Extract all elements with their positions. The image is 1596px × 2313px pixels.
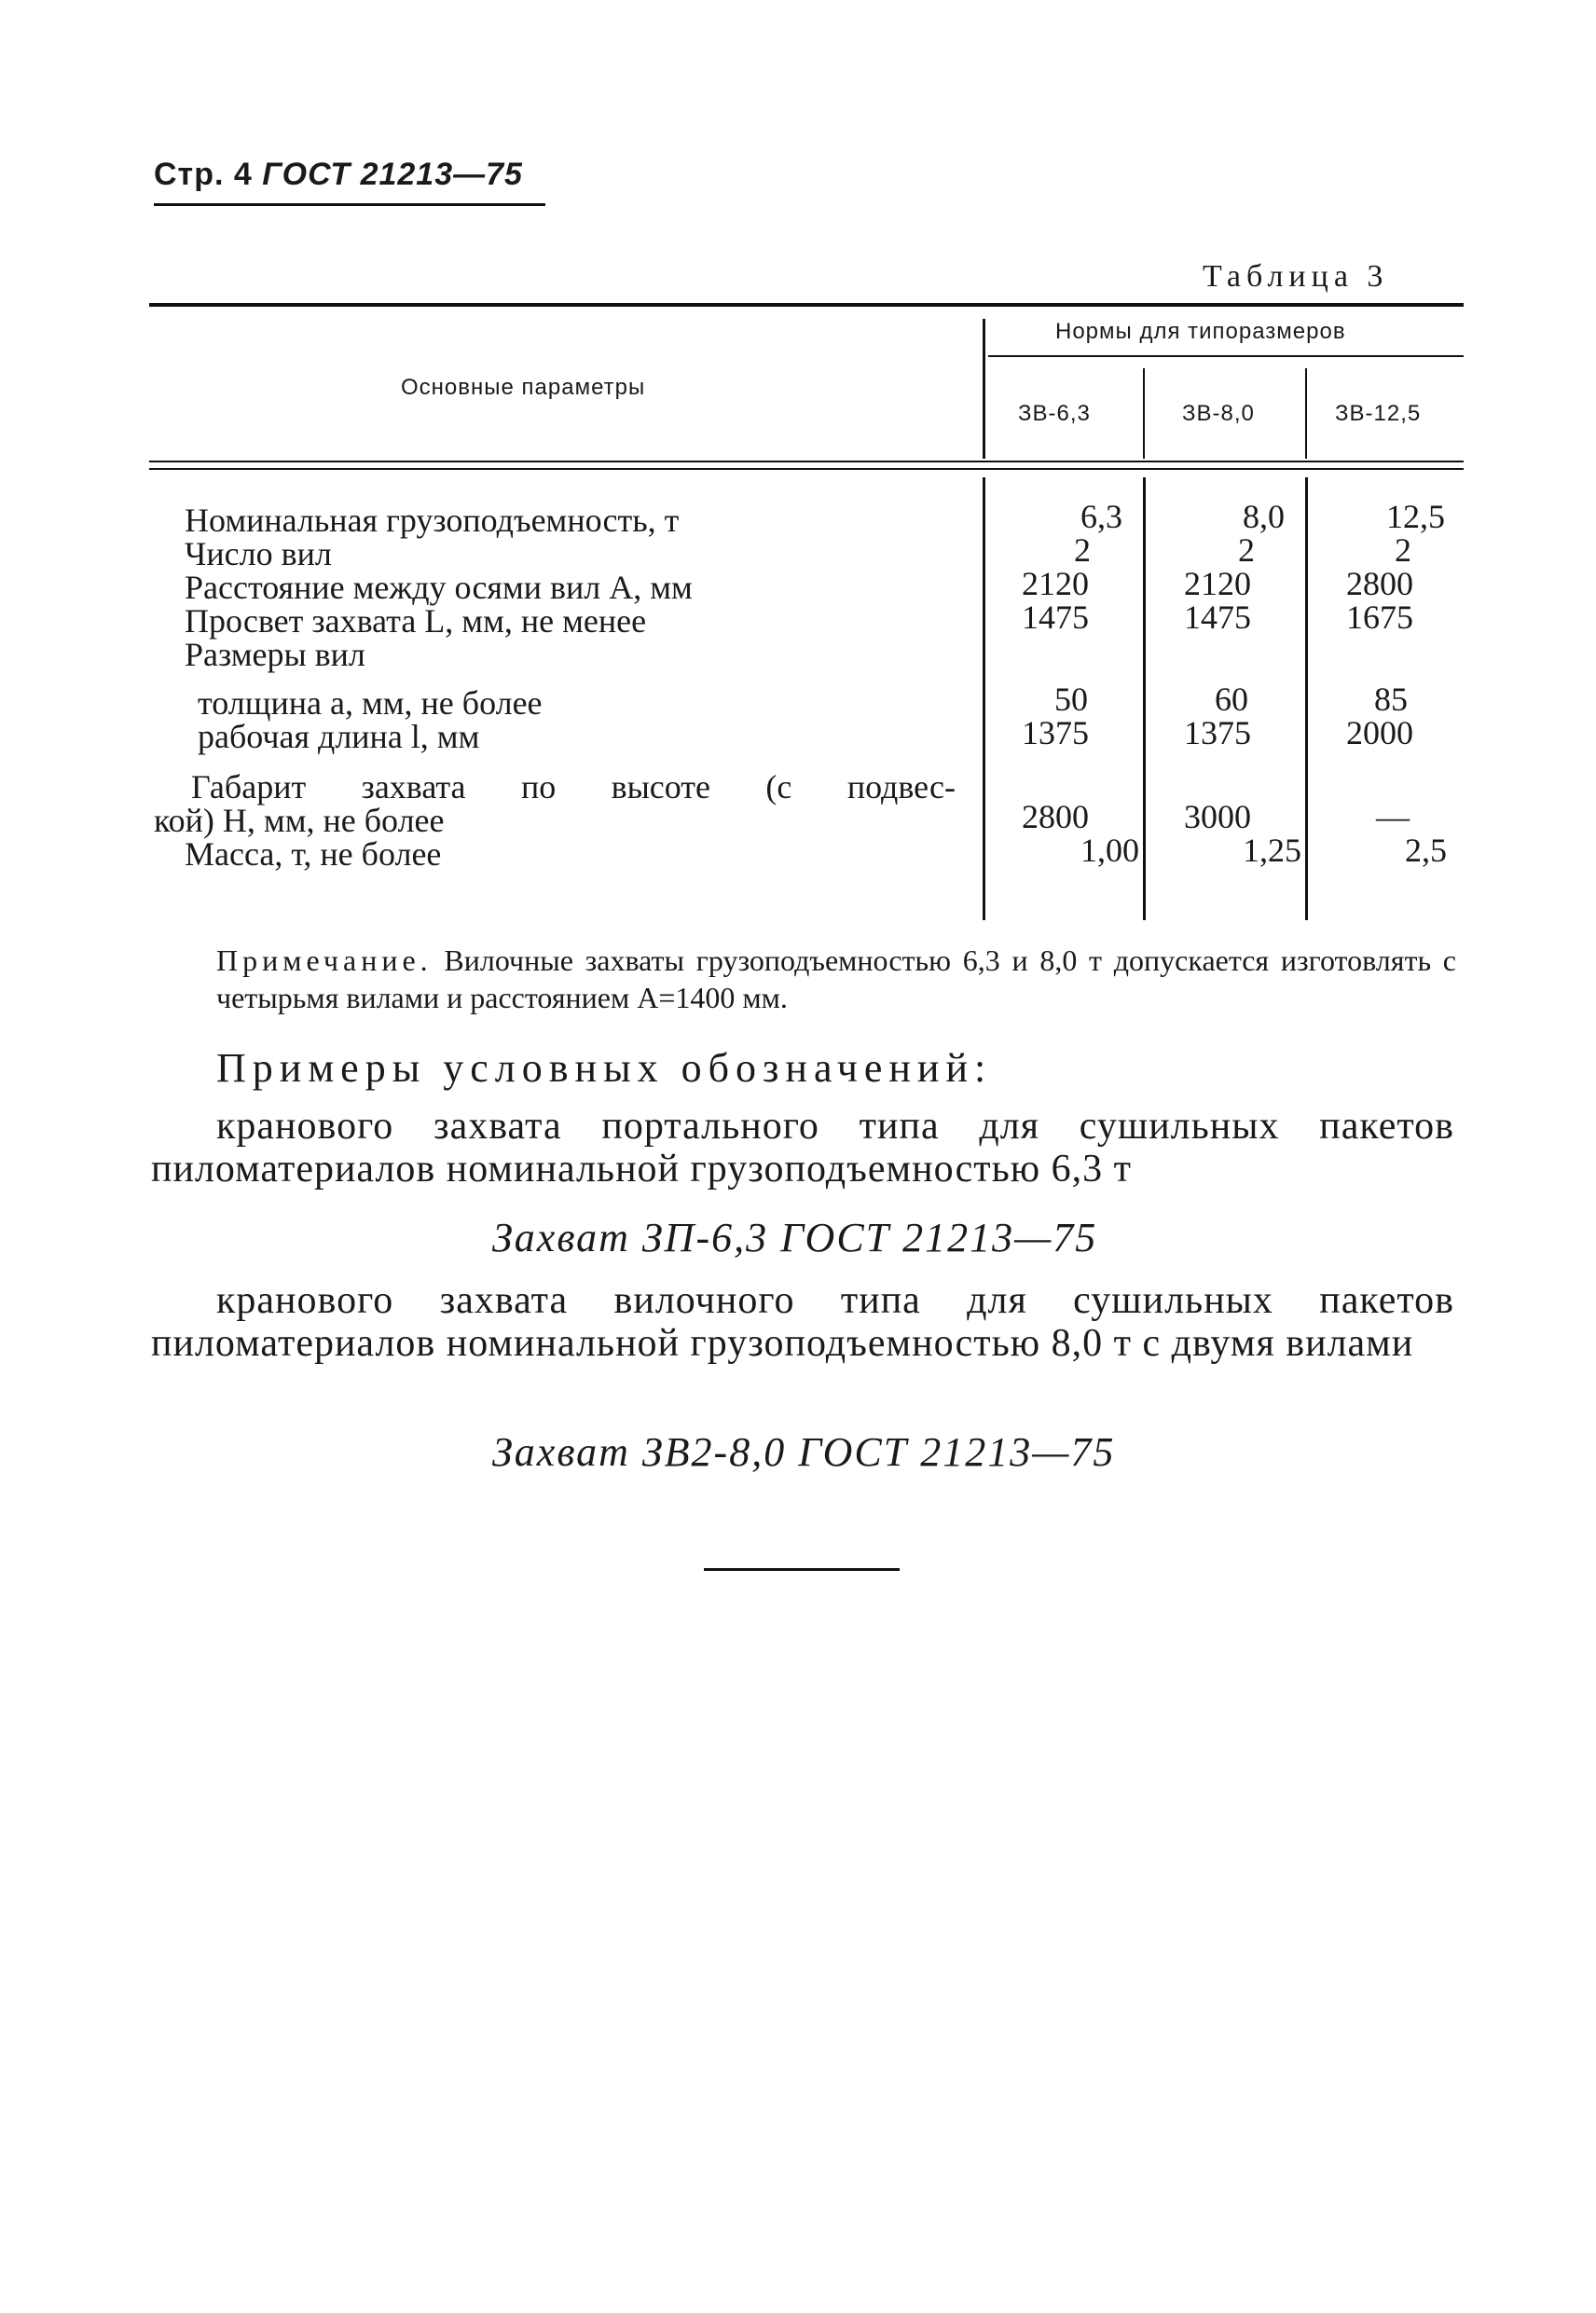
table-cell: 2800 [1022,798,1089,835]
header-vline-2 [1143,368,1145,459]
table-cell: 1,00 [1080,832,1139,869]
table-cell: 1675 [1346,599,1413,636]
table-row-param: Просвет захвата L, мм, не менее [185,602,647,640]
header-vline-1 [983,319,985,459]
page-header [154,157,523,193]
body-vline-3 [1305,477,1308,920]
header-vline-3 [1305,368,1307,459]
table-cell: — [1376,798,1410,835]
table-row-param: Номинальная грузоподъемность, т [185,502,680,539]
table-row-param: Размеры вил [185,636,365,673]
table-top-rule [149,303,1464,307]
note-text: Вилочные захваты грузоподъемностью 6,3 и 8,0 т допускается изготовлять с четырьмя вилами и расстоянием A=1400 мм. [216,943,1457,1014]
examples-title: Примеры условных обозначений: [216,1045,993,1091]
table-cell: 2120 [1022,565,1089,602]
table-cell: 1475 [1022,599,1089,636]
table-row-param: Расстояние между осями вил A, мм [185,569,693,606]
example-designation-2: Захват ЗВ2-8,0 ГОСТ 21213—75 [492,1429,1116,1475]
page-number: Стр. 4 [154,157,253,192]
table-cell: 1,25 [1243,832,1301,869]
table-cell: 2 [1238,531,1255,569]
table-cell: 85 [1374,681,1408,718]
table-cell: 3000 [1184,798,1251,835]
table-cell: 2 [1395,531,1411,569]
header-bottom-rule-2 [149,468,1464,470]
body-vline-2 [1143,477,1146,920]
table-row-param-line1: Габарит захвата по высоте (с подвес- [191,768,956,805]
table-cell: 2120 [1184,565,1251,602]
example-paragraph-2: кранового захвата вилочного типа для сушильных пакетов пиломатериалов номинальной грузоподъемностью 8,0 т с двумя вилами [151,1279,1454,1365]
example-designation-1: Захват ЗП-6,3 ГОСТ 21213—75 [492,1215,1098,1260]
table-cell: 2800 [1346,565,1413,602]
param-column-header: Основные параметры [401,375,646,400]
group-header-rule [988,355,1464,357]
table-cell: 1475 [1184,599,1251,636]
example-paragraph-1: кранового захвата портального типа для сушильных пакетов пиломатериалов номинальной грузоподъемностью 6,3 т [151,1105,1454,1191]
column-header-zv63: ЗВ-6,3 [1018,401,1091,426]
table-row-param: толщина a, мм, не более [198,684,543,722]
table-label: Таблица 3 [1203,259,1389,294]
table-cell: 2,5 [1405,832,1447,869]
table-note [216,942,1456,1016]
table-cell: 50 [1054,681,1088,718]
end-rule [704,1568,900,1571]
table-cell: 1375 [1184,714,1251,751]
table-row-param-line2: кой) H, мм, не более [154,802,445,839]
table-cell: 60 [1215,681,1248,718]
note-label: Примечание. [216,943,433,977]
table-row-param: Число вил [185,535,332,572]
header-bottom-rule-1 [149,461,1464,462]
column-header-zv80: ЗВ-8,0 [1182,401,1255,426]
standard-number: ГОСТ 21213—75 [262,157,523,192]
table-row-param: Масса, т, не более [185,835,442,873]
table-cell: 6,3 [1080,498,1122,535]
table-cell: 8,0 [1243,498,1285,535]
table-cell: 2 [1074,531,1091,569]
column-header-zv125: ЗВ-12,5 [1335,401,1422,426]
header-underline [154,203,545,206]
group-header: Нормы для типоразмеров [1055,319,1346,344]
body-vline-1 [983,477,985,920]
table-row-param: рабочая длина l, мм [198,718,480,755]
table-cell: 1375 [1022,714,1089,751]
table-cell: 12,5 [1386,498,1445,535]
table-cell: 2000 [1346,714,1413,751]
